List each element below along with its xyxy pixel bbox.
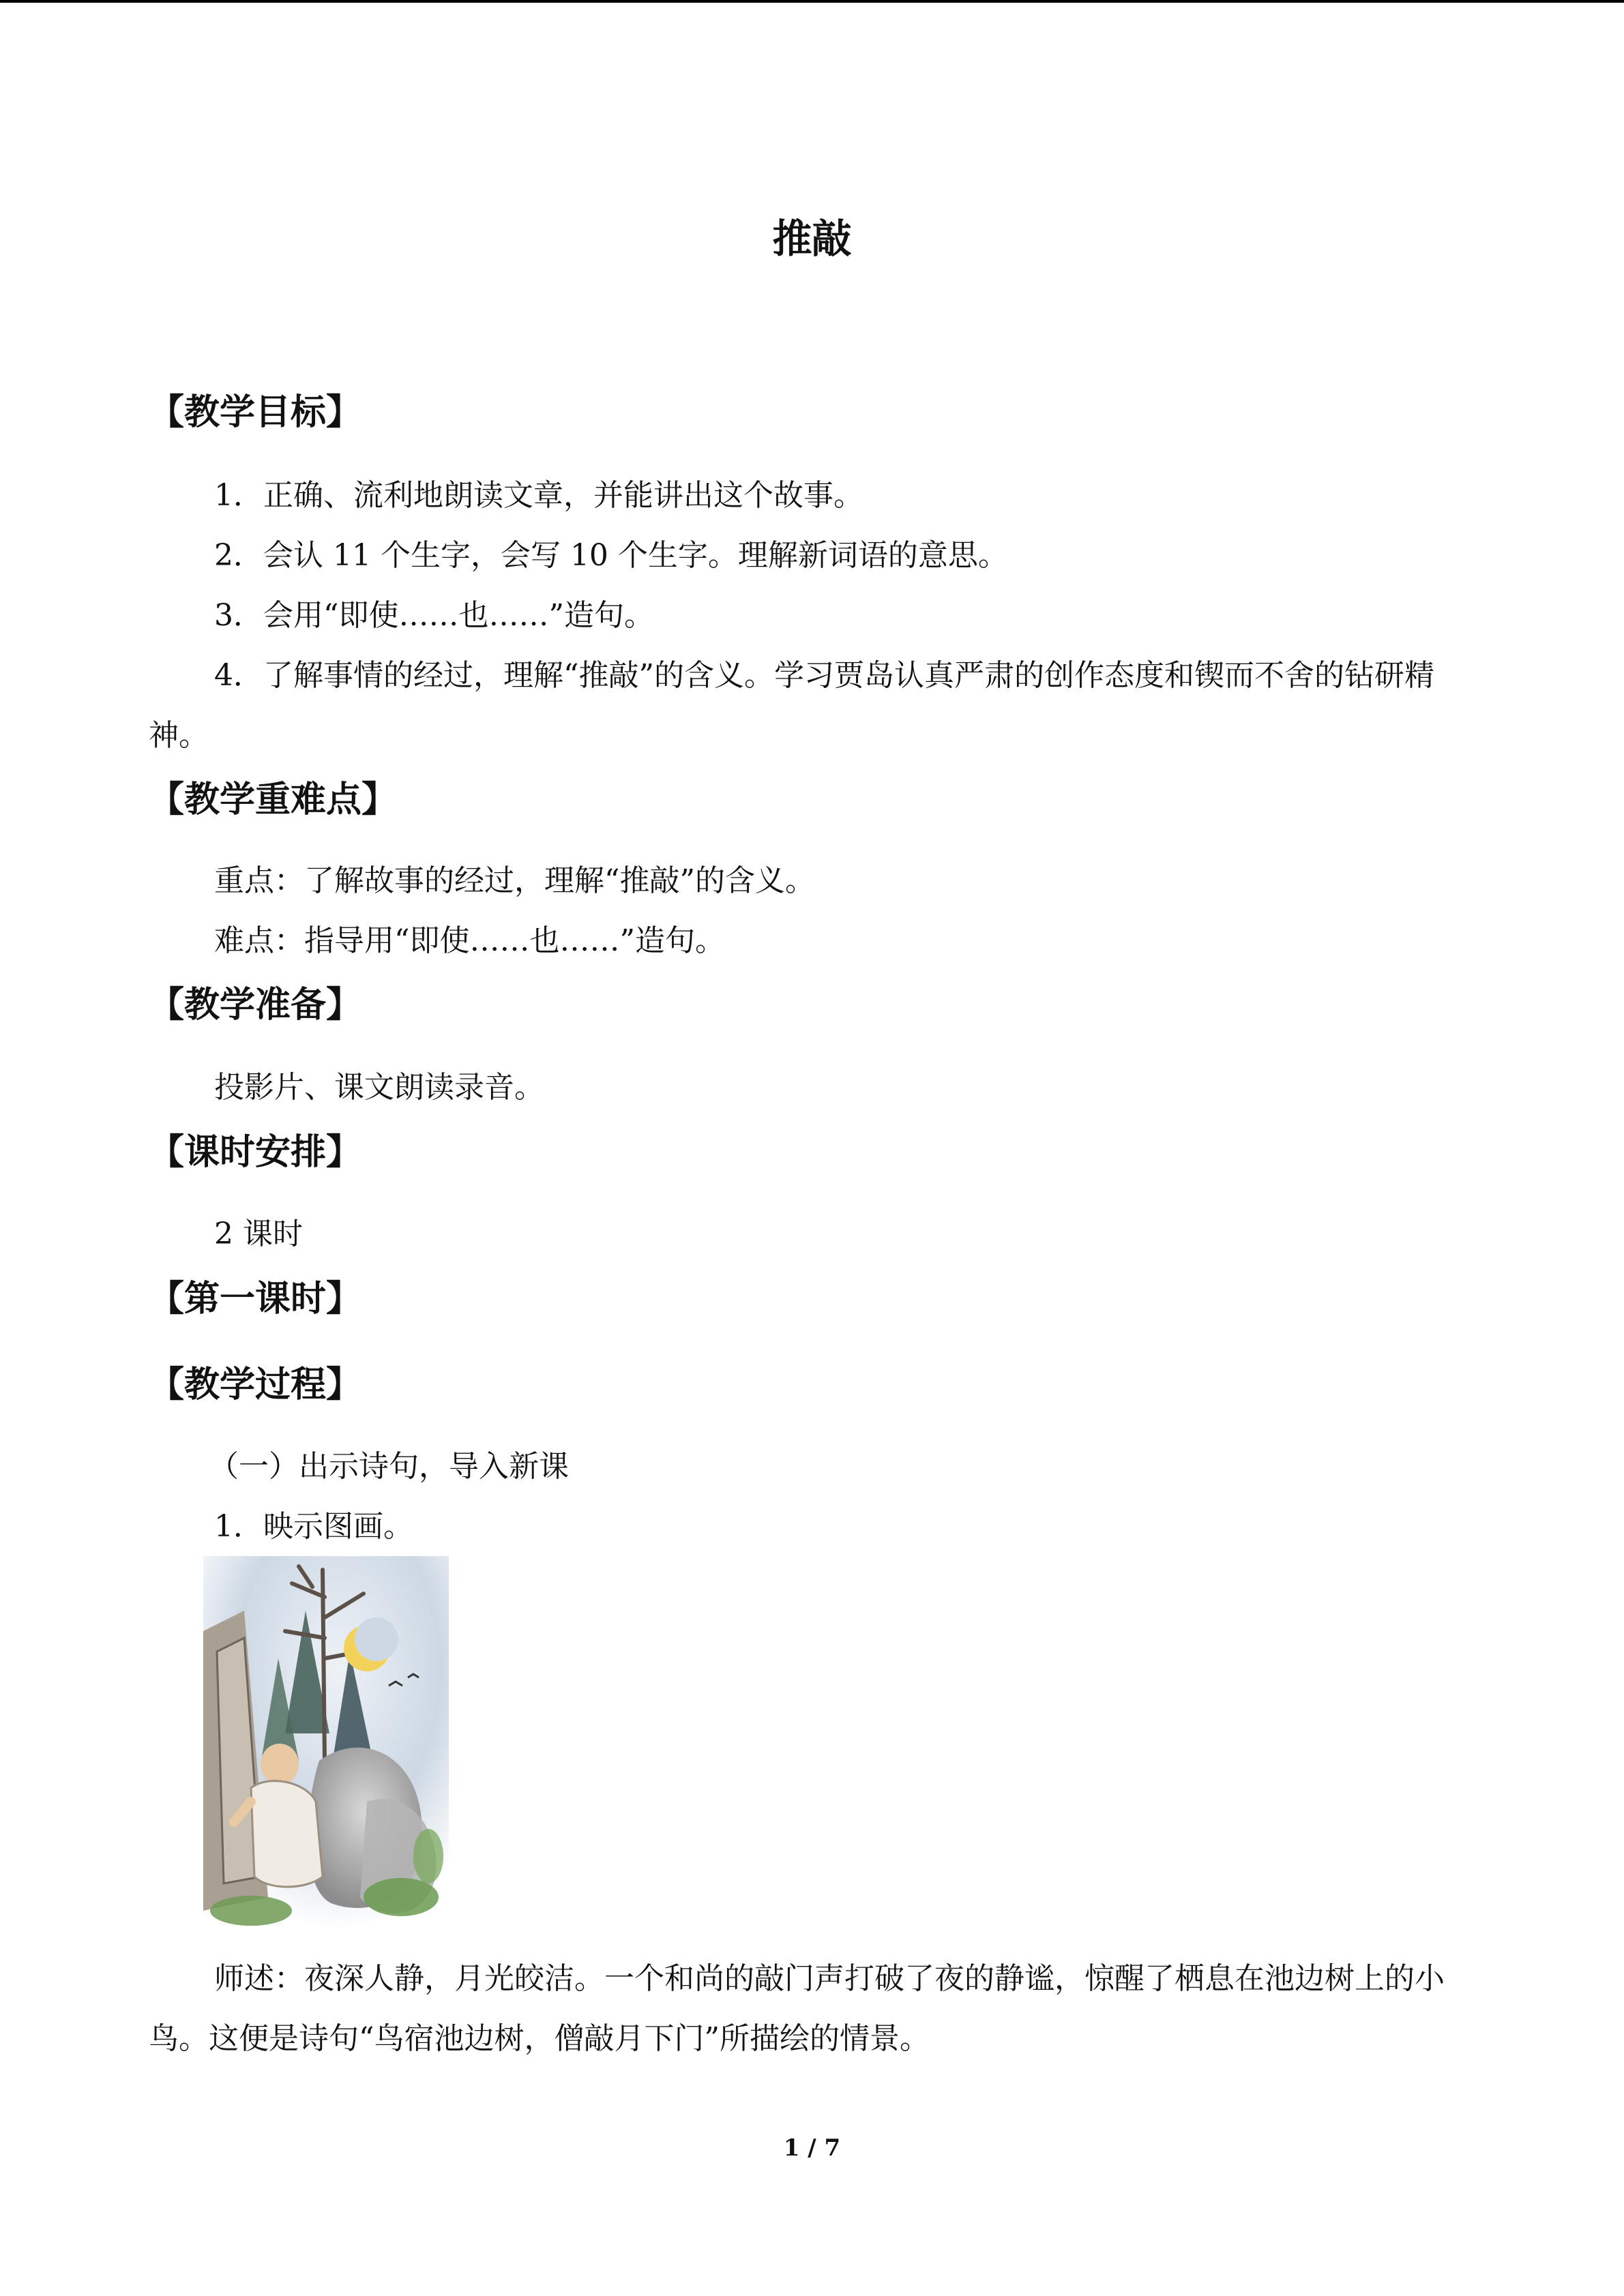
document-title: 推敲 (772, 215, 852, 262)
preparation-text: 投影片、课文朗读录音。 (214, 1070, 544, 1105)
heading-teaching-process: 【教学过程】 (149, 1365, 362, 1405)
heading-first-lesson: 【第一课时】 (149, 1279, 362, 1320)
goal-item-2: 2．会认 11 个生字，会写 10 个生字。理解新词语的意思。 (214, 538, 1008, 573)
page-number: 1 / 7 (783, 2134, 841, 2162)
monk-knocking-door-illustration (203, 1556, 449, 1930)
illustration-graphic (203, 1556, 449, 1930)
key-point-difficulty: 难点：指导用“即使……也……”造句。 (214, 923, 725, 958)
schedule-text: 2 课时 (214, 1217, 303, 1251)
goal-item-3: 3．会用“即使……也……”造句。 (214, 598, 654, 633)
goal-item-4: 4．了解事情的经过，理解“推敲”的含义。学习贾岛认真严肃的创作态度和锲而不舍的钻研精神。 (149, 658, 1434, 753)
process-step-1: （一）出示诗句，导入新课 (209, 1449, 569, 1484)
heading-key-points: 【教学重难点】 (149, 779, 398, 820)
heading-teaching-goals: 【教学目标】 (149, 392, 362, 433)
key-point-focus: 重点：了解故事的经过，理解“推敲”的含义。 (214, 863, 815, 898)
goal-item-1: 1．正确、流利地朗读文章，并能讲出这个故事。 (214, 478, 863, 513)
page-top-border (0, 0, 1624, 3)
heading-preparation: 【教学准备】 (149, 985, 362, 1026)
heading-schedule: 【课时安排】 (149, 1132, 362, 1173)
process-step-1-item: 1．映示图画。 (214, 1509, 413, 1544)
teacher-narration: 师述：夜深人静，月光皎洁。一个和尚的敲门声打破了夜的静谧，惊醒了栖息在池边树上的小鸟。这便是诗句“鸟宿池边树，僧敲月下门”所描绘的情景。 (149, 1961, 1445, 2056)
